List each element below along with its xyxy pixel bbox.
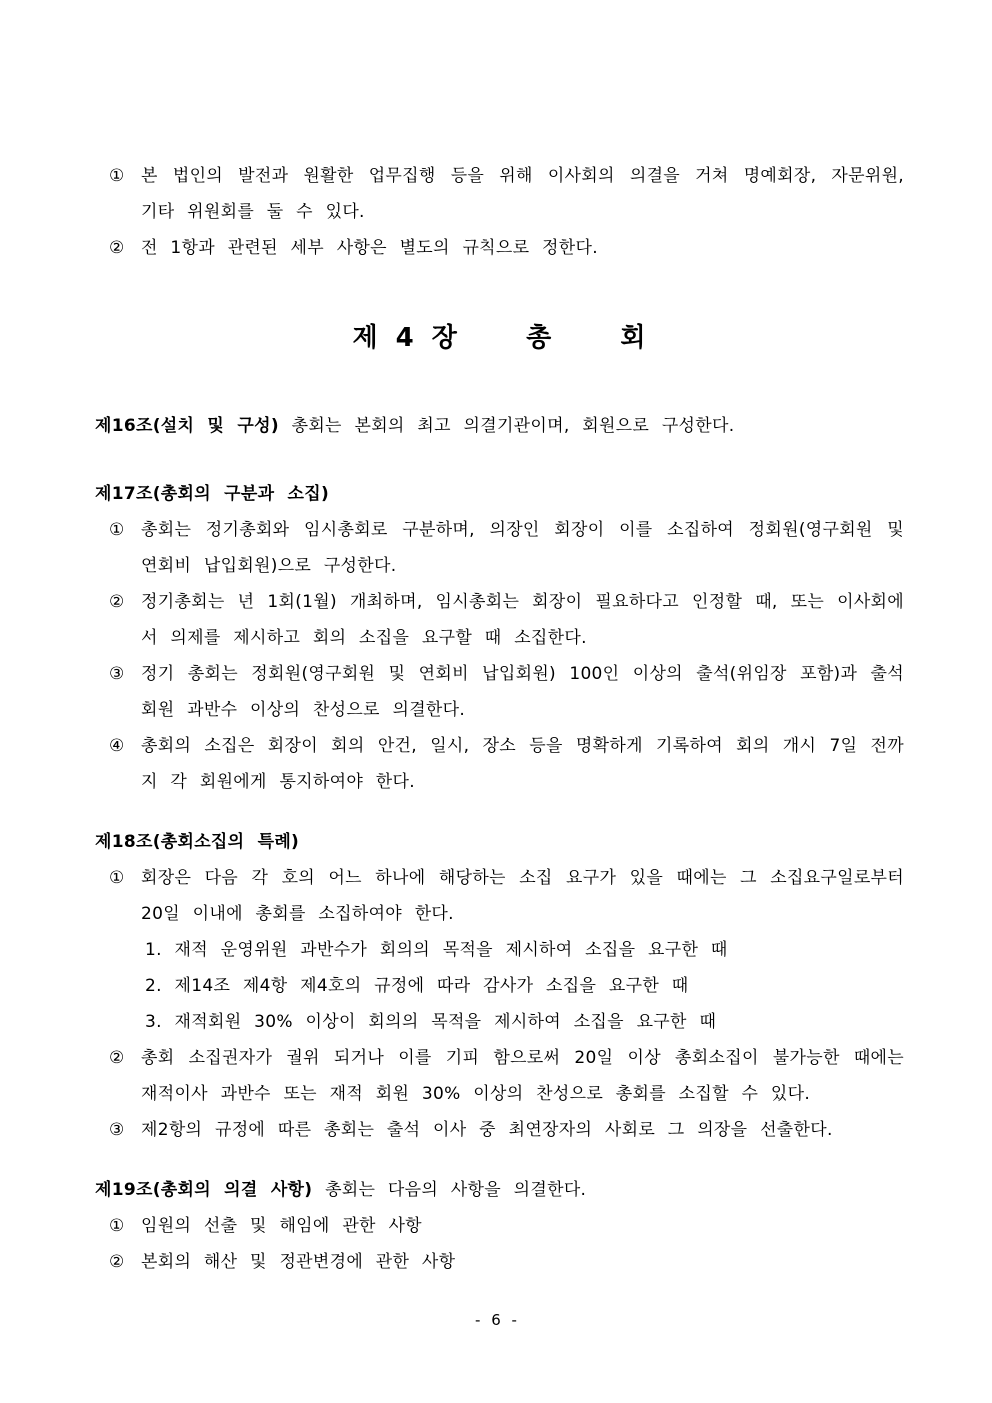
clause-marker: ③ — [109, 1120, 125, 1140]
clause-text: 본 법인의 발전과 원활한 업무집행 등을 위해 이사회의 의결을 거쳐 명예회장, 자문위원, 기타 위원회를 둘 수 있다. — [141, 166, 904, 222]
subitem-3: 3. 재적회원 30% 이상이 회의의 목적을 제시하여 소집을 요구한 때 — [145, 1012, 717, 1032]
clause-text: 임원의 선출 및 해임에 관한 사항 — [141, 1216, 422, 1236]
subitem-1: 1. 재적 운영위원 과반수가 회의의 목적을 제시하여 소집을 요구한 때 — [145, 940, 728, 960]
clause-item — [95, 512, 904, 584]
clause-marker: ① — [109, 166, 125, 186]
clause-marker: ① — [109, 868, 125, 888]
clause-item — [95, 728, 904, 800]
article-18-title-line — [95, 824, 904, 860]
clause-marker: ② — [109, 238, 125, 258]
clause-item — [95, 584, 904, 656]
article-19-title: 제19조(총회의 의결 사항) — [95, 1180, 313, 1200]
intro-item-2 — [95, 230, 904, 266]
article-16-lead-text: 총회는 본회의 최고 의결기관이며, 회원으로 구성한다. — [291, 416, 735, 436]
clause-item — [95, 1112, 904, 1148]
clause-text: 정기 총회는 정회원(영구회원 및 연회비 납입회원) 100인 이상의 출석(위임장 포함)과 출석회원 과반수 이상의 찬성으로 의결한다. — [141, 664, 904, 720]
article-19 — [95, 1172, 904, 1280]
clause-text: 회장은 다음 각 호의 어느 하나에 해당하는 소집 요구가 있을 때에는 그 소집요구일로부터 20일 이내에 총회를 소집하여야 한다. — [141, 868, 904, 924]
clause-item — [95, 1040, 904, 1112]
clause-item — [95, 1244, 904, 1280]
clause-marker: ② — [109, 1252, 125, 1272]
clause-text: 전 1항과 관련된 세부 사항은 별도의 규칙으로 정한다. — [141, 238, 598, 258]
article-16-title: 제16조(설치 및 구성) — [95, 416, 279, 436]
article-18 — [95, 824, 904, 1148]
clause-item — [95, 656, 904, 728]
clause-text: 총회 소집권자가 궐위 되거나 이를 기피 함으로써 20일 이상 총회소집이 불가능한 때에는 재적이사 과반수 또는 재적 회원 30% 이상의 찬성으로 총회를 소집할 수 있다. — [141, 1048, 904, 1104]
clause-text: 총회의 소집은 회장이 회의 안건, 일시, 장소 등을 명확하게 기록하여 회의 개시 7일 전까지 각 회원에게 통지하여야 한다. — [141, 736, 904, 792]
clause-marker: ① — [109, 520, 125, 540]
clause-marker: ② — [109, 592, 125, 612]
chapter-title: 제 4 장 총 회 — [352, 323, 647, 353]
clause-subitems — [95, 932, 904, 1040]
clause-item — [95, 860, 904, 932]
clause-marker: ② — [109, 1048, 125, 1068]
clause-text: 총회는 정기총회와 임시총회로 구분하며, 의장인 회장이 이를 소집하여 정회원(영구회원 및 연회비 납입회원)으로 구성한다. — [141, 520, 904, 576]
intro-clauses — [95, 158, 904, 266]
clause-marker: ④ — [109, 736, 125, 756]
intro-item-1 — [95, 158, 904, 230]
clause-text: 본회의 해산 및 정관변경에 관한 사항 — [141, 1252, 456, 1272]
article-16 — [95, 408, 904, 444]
clause-marker: ① — [109, 1216, 125, 1236]
clause-text: 정기총회는 년 1회(1월) 개최하며, 임시총회는 회장이 필요하다고 인정할 때, 또는 이사회에서 의제를 제시하고 회의 소집을 요구할 때 소집한다. — [141, 592, 904, 648]
article-17-title-line — [95, 476, 904, 512]
article-17-title: 제17조(총회의 구분과 소집) — [95, 484, 330, 504]
article-19-lead-line — [95, 1172, 904, 1208]
page-number: - 6 - — [475, 1311, 517, 1329]
article-19-lead-text: 총회는 다음의 사항을 의결한다. — [325, 1180, 587, 1200]
clause-marker: ③ — [109, 664, 125, 684]
clause-item — [95, 1208, 904, 1244]
article-16-lead-line — [95, 408, 904, 444]
subitem-2: 2. 제14조 제4항 제4호의 규정에 따라 감사가 소집을 요구한 때 — [145, 976, 689, 996]
article-18-title: 제18조(총회소집의 특례) — [95, 832, 300, 852]
clause-text: 제2항의 규정에 따른 총회는 출석 이사 중 최연장자의 사회로 그 의장을 선출한다. — [141, 1120, 833, 1140]
article-17 — [95, 476, 904, 800]
